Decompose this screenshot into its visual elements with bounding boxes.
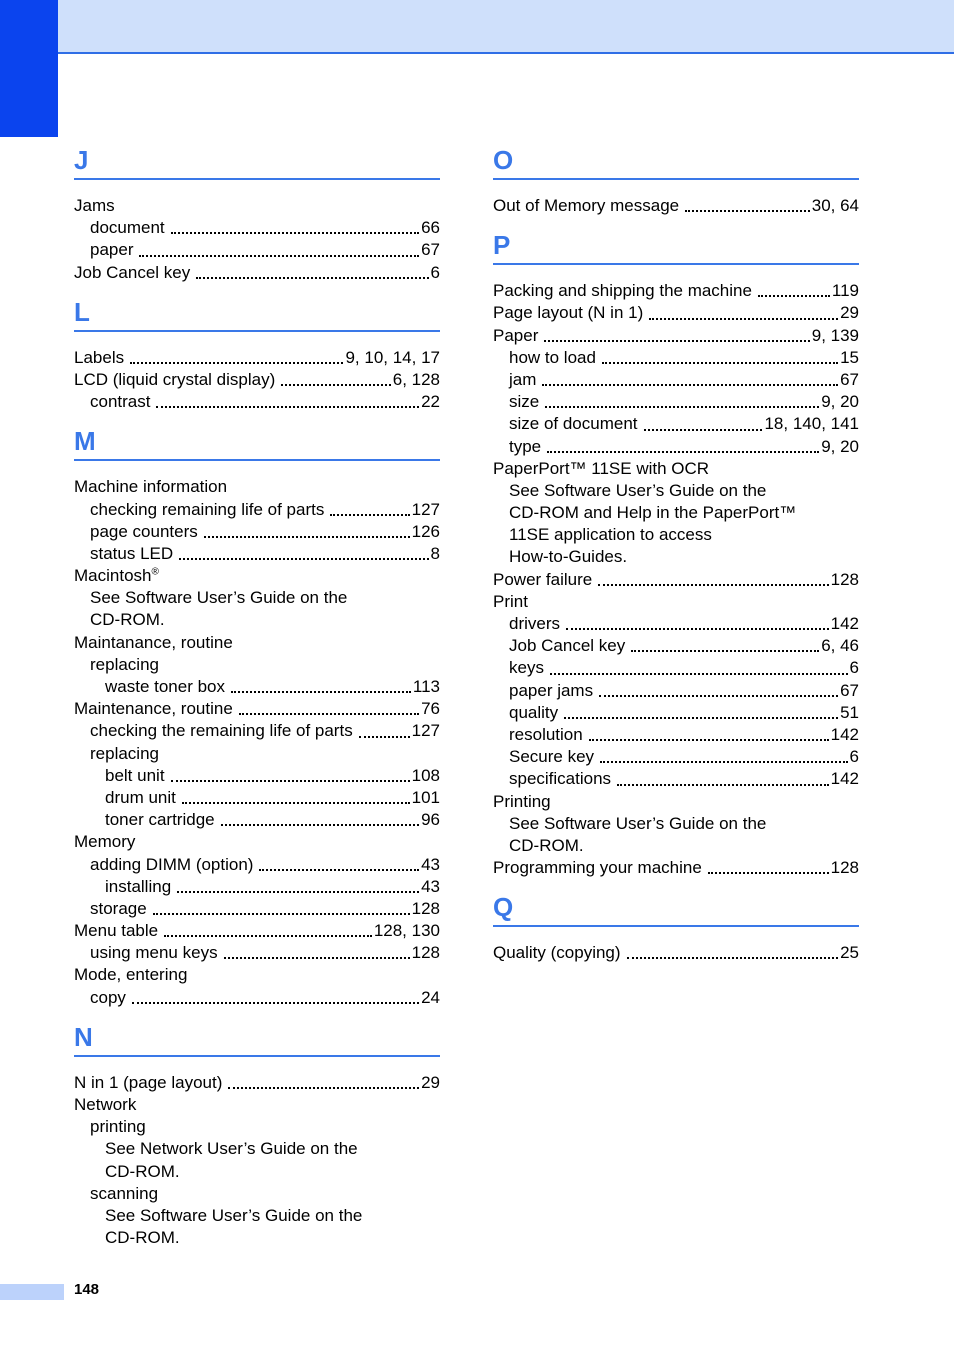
dot-leader <box>602 362 838 364</box>
dot-leader <box>685 210 810 212</box>
page-reference[interactable]: 9, 139 <box>811 325 859 345</box>
index-section-l <box>74 294 440 424</box>
page-reference[interactable]: 67 <box>840 680 859 700</box>
index-entry <box>74 1138 440 1160</box>
entry-term: Secure key <box>509 747 595 767</box>
entry-term: how to load <box>509 347 596 367</box>
index-entry <box>493 942 859 964</box>
entry-term: Mode, entering <box>74 965 188 985</box>
index-entry <box>74 698 440 720</box>
page-reference[interactable]: 142 <box>830 769 859 789</box>
dot-leader <box>547 451 819 453</box>
page-reference[interactable]: 126 <box>411 521 440 541</box>
index-entry <box>493 835 859 857</box>
dot-leader <box>758 295 830 297</box>
index-entry <box>74 898 440 920</box>
entry-term: document <box>90 218 165 238</box>
entry-term: toner cartridge <box>105 810 215 830</box>
page-reference[interactable]: 6 <box>849 658 859 678</box>
page-reference[interactable]: 22 <box>421 392 440 412</box>
page-reference[interactable]: 76 <box>421 699 440 719</box>
index-entry <box>74 964 440 986</box>
index-entry <box>493 569 859 591</box>
entry-term: Quality (copying) <box>493 943 621 963</box>
index-entries <box>74 461 440 1019</box>
index-entry <box>74 1094 440 1116</box>
dot-leader <box>231 691 411 693</box>
index-entry <box>74 195 440 217</box>
index-entry <box>74 217 440 239</box>
entry-term: CD-ROM and Help in the PaperPort™ <box>509 503 797 523</box>
entry-term: Job Cancel key <box>509 636 626 656</box>
index-entry <box>493 591 859 613</box>
page-reference[interactable]: 66 <box>421 218 440 238</box>
index-entry <box>74 609 440 631</box>
page-reference[interactable]: 43 <box>421 854 440 874</box>
section-letter: Q <box>493 889 859 927</box>
entry-term: 11SE application to access <box>509 525 712 545</box>
entry-term: replacing <box>90 743 159 763</box>
entry-term: scanning <box>90 1183 159 1203</box>
entry-term: copy <box>90 987 126 1007</box>
index-entry <box>74 1205 440 1227</box>
index-entries <box>74 180 440 294</box>
entry-term: keys <box>509 658 544 678</box>
index-section-q <box>493 889 859 974</box>
index-entry <box>74 1161 440 1183</box>
dot-leader <box>132 1002 419 1004</box>
entry-term: See Network User’s Guide on the <box>105 1139 358 1159</box>
index-entry <box>493 680 859 702</box>
index-entry <box>74 676 440 698</box>
section-letter: N <box>74 1019 440 1057</box>
index-entry <box>493 702 859 724</box>
page-reference[interactable]: 9, 20 <box>821 436 859 456</box>
page-reference[interactable]: 119 <box>831 281 859 301</box>
index-entries <box>493 927 859 974</box>
section-letter: P <box>493 227 859 265</box>
entry-term: size <box>509 392 540 412</box>
index-column-right <box>493 142 859 974</box>
dot-leader <box>649 318 838 320</box>
index-entry <box>74 1227 440 1249</box>
dot-leader <box>239 713 419 715</box>
page-reference[interactable]: 9, 10, 14, 17 <box>345 347 440 367</box>
dot-leader <box>564 717 838 719</box>
page-reference[interactable]: 15 <box>840 347 859 367</box>
index-entry <box>74 521 440 543</box>
entry-term: drum unit <box>105 787 176 807</box>
dot-leader <box>224 957 410 959</box>
index-entry <box>74 391 440 413</box>
entry-term: Menu table <box>74 921 159 941</box>
index-entry <box>74 1183 440 1205</box>
entry-term: jam <box>509 369 537 389</box>
page-reference[interactable]: 67 <box>840 369 859 389</box>
section-letter: L <box>74 294 440 332</box>
dot-leader <box>130 362 343 364</box>
page-reference[interactable]: 30, 64 <box>811 196 859 215</box>
index-entry <box>493 635 859 657</box>
entry-term: CD-ROM. <box>509 835 584 855</box>
index-entry <box>493 791 859 813</box>
entry-term: Maintenance, routine <box>74 699 233 719</box>
index-section-j <box>74 142 440 294</box>
entry-term: CD-ROM. <box>105 1161 180 1181</box>
dot-leader <box>179 558 428 560</box>
page-reference[interactable]: 108 <box>411 765 440 785</box>
index-entry <box>493 502 859 524</box>
index-entry <box>74 876 440 898</box>
page-reference[interactable]: 128 <box>830 569 859 589</box>
footer-tab <box>0 1284 64 1300</box>
page-reference[interactable]: 113 <box>412 677 440 696</box>
section-letter: O <box>493 142 859 180</box>
dot-leader <box>156 406 419 408</box>
dot-leader <box>589 739 829 741</box>
page-reference[interactable]: 24 <box>421 987 440 1007</box>
entry-term: resolution <box>509 724 583 744</box>
index-entry <box>74 787 440 809</box>
entry-term: page counters <box>90 521 198 541</box>
dot-leader <box>566 628 829 630</box>
entry-term: How-to-Guides. <box>509 547 628 567</box>
index-entry <box>74 1072 440 1094</box>
entry-term: status LED <box>90 543 174 563</box>
dot-leader <box>617 784 829 786</box>
entry-term: replacing <box>90 654 159 674</box>
page-reference[interactable]: 128 <box>411 898 440 918</box>
index-entries <box>74 1057 440 1260</box>
index-entry <box>493 436 859 458</box>
index-entry <box>74 543 440 565</box>
index-entry <box>74 1116 440 1138</box>
page-reference[interactable]: 29 <box>421 1072 440 1092</box>
entry-term: Labels <box>74 347 125 367</box>
section-letter: M <box>74 423 440 461</box>
page-number: 148 <box>74 1281 100 1298</box>
index-entry <box>74 765 440 787</box>
page-reference[interactable]: 6, 46 <box>821 636 859 656</box>
index-entry <box>493 347 859 369</box>
index-entry <box>493 302 859 324</box>
entry-term: See Software User’s Guide on the <box>90 588 348 608</box>
page-reference[interactable]: 128, 130 <box>373 921 440 941</box>
entry-term: printing <box>90 1117 146 1137</box>
index-entry <box>493 724 859 746</box>
dot-leader <box>627 957 839 959</box>
page-reference[interactable]: 9, 20 <box>821 392 859 412</box>
index-entry <box>493 458 859 480</box>
index-entry <box>493 480 859 502</box>
index-entry <box>74 854 440 876</box>
page-reference[interactable]: 29 <box>840 303 859 323</box>
dot-leader <box>644 429 763 431</box>
dot-leader <box>359 736 410 738</box>
index-entry <box>493 746 859 768</box>
page-reference[interactable]: 6 <box>430 262 440 282</box>
entry-term: Job Cancel key <box>74 262 191 282</box>
entry-term: using menu keys <box>90 943 218 963</box>
entry-term: N in 1 (page layout) <box>74 1072 223 1092</box>
entry-term: contrast <box>90 392 151 412</box>
index-entry <box>493 524 859 546</box>
page-reference[interactable]: 25 <box>840 943 859 963</box>
dot-leader <box>139 255 419 257</box>
dot-leader <box>545 406 819 408</box>
index-entry <box>74 654 440 676</box>
index-entry <box>493 857 859 879</box>
entry-term: Jams <box>74 196 115 215</box>
entry-term: Printing <box>493 791 551 811</box>
index-entry <box>493 413 859 435</box>
page-reference[interactable]: 142 <box>830 614 859 633</box>
dot-leader <box>164 935 372 937</box>
index-entry <box>74 920 440 942</box>
entry-term: adding DIMM (option) <box>90 854 254 874</box>
index-entry <box>493 768 859 790</box>
index-entry <box>493 280 859 302</box>
index-entry <box>74 809 440 831</box>
entry-term: Packing and shipping the machine <box>493 281 752 301</box>
entry-term: paper <box>90 240 134 260</box>
index-entries <box>493 265 859 889</box>
index-entry <box>74 743 440 765</box>
page-reference[interactable]: 43 <box>421 876 440 896</box>
corner-block <box>0 0 58 137</box>
page-reference[interactable]: 127 <box>411 499 440 519</box>
index-column-left <box>74 142 440 1259</box>
entry-term: paper jams <box>509 680 594 700</box>
index-section-m <box>74 423 440 1019</box>
entry-term: Paper <box>493 325 539 345</box>
index-entry <box>74 587 440 609</box>
entry-term: CD-ROM. <box>90 610 165 630</box>
index-entry <box>493 813 859 835</box>
dot-leader <box>196 277 428 279</box>
index-entry <box>493 325 859 347</box>
index-entry <box>493 613 859 635</box>
entry-term: quality <box>509 702 559 722</box>
dot-leader <box>182 802 410 804</box>
page-reference[interactable]: 6, 128 <box>392 369 440 389</box>
index-entry <box>493 391 859 413</box>
dot-leader <box>544 340 809 342</box>
entry-term: belt unit <box>105 765 165 785</box>
dot-leader <box>177 891 419 893</box>
index-entry <box>74 369 440 391</box>
index-entry <box>74 632 440 654</box>
entry-term: LCD (liquid crystal display) <box>74 369 276 389</box>
page-reference[interactable]: 8 <box>430 543 440 563</box>
dot-leader <box>221 824 419 826</box>
index-entry <box>74 239 440 261</box>
dot-leader <box>598 584 828 586</box>
entry-term: See Software User’s Guide on the <box>105 1205 363 1225</box>
index-section-p <box>493 227 859 889</box>
entry-term: drivers <box>509 614 561 633</box>
registered-mark: ® <box>151 566 159 578</box>
dot-leader <box>330 514 409 516</box>
dot-leader <box>228 1087 419 1089</box>
page-reference[interactable]: 67 <box>421 240 440 260</box>
entry-term: See Software User’s Guide on the <box>509 813 767 833</box>
entry-term: installing <box>105 876 172 896</box>
entry-term: Print <box>493 591 528 611</box>
index-entries <box>493 180 859 227</box>
entry-term: storage <box>90 898 147 918</box>
page-reference[interactable]: 128 <box>411 943 440 963</box>
page-reference[interactable]: 96 <box>421 810 440 830</box>
index-entries <box>74 332 440 424</box>
index-entry <box>74 565 440 587</box>
index-entry <box>74 942 440 964</box>
entry-term: Page layout (N in 1) <box>493 303 644 323</box>
index-entry <box>493 195 859 217</box>
entry-term: checking remaining life of parts <box>90 499 325 519</box>
page-reference[interactable]: 128 <box>830 858 859 878</box>
dot-leader <box>171 780 410 782</box>
index-entry <box>493 546 859 568</box>
index-entry <box>493 657 859 679</box>
dot-leader <box>542 384 838 386</box>
entry-term: Maintanance, routine <box>74 632 233 652</box>
dot-leader <box>281 384 391 386</box>
dot-leader <box>708 872 829 874</box>
entry-term: checking the remaining life of parts <box>90 721 353 741</box>
page-reference[interactable]: 101 <box>411 787 440 807</box>
entry-term: waste toner box <box>105 677 226 696</box>
index-entry <box>74 499 440 521</box>
header-band <box>0 0 954 54</box>
page-reference[interactable]: 6 <box>849 747 859 767</box>
dot-leader <box>259 869 419 871</box>
index-entry <box>493 369 859 391</box>
index-entry <box>74 262 440 284</box>
entry-term: Out of Memory message <box>493 196 680 215</box>
dot-leader <box>631 650 819 652</box>
entry-term: specifications <box>509 769 612 789</box>
index-section-o <box>493 142 859 227</box>
entry-term: type <box>509 436 542 456</box>
dot-leader <box>153 913 410 915</box>
entry-term: See Software User’s Guide on the <box>509 480 767 500</box>
dot-leader <box>171 232 419 234</box>
index-entry <box>74 476 440 498</box>
entry-term: size of document <box>509 414 638 434</box>
entry-term: Network <box>74 1095 137 1114</box>
dot-leader <box>600 761 847 763</box>
page-reference[interactable]: 127 <box>411 721 440 741</box>
index-entry <box>74 987 440 1009</box>
dot-leader <box>550 673 848 675</box>
entry-term: Macintosh® <box>74 566 159 586</box>
dot-leader <box>204 536 410 538</box>
entry-term: Power failure <box>493 569 593 589</box>
entry-term: CD-ROM. <box>105 1228 180 1248</box>
dot-leader <box>599 695 838 697</box>
entry-term: Programming your machine <box>493 858 702 878</box>
entry-term: PaperPort™ 11SE with OCR <box>493 458 710 478</box>
section-letter: J <box>74 142 440 180</box>
page-reference[interactable]: 51 <box>840 702 859 722</box>
page-reference[interactable]: 142 <box>830 724 859 744</box>
entry-term: Machine information <box>74 477 228 497</box>
page-reference[interactable]: 18, 140, 141 <box>764 414 859 434</box>
index-entry <box>74 347 440 369</box>
entry-term: Memory <box>74 832 136 852</box>
index-entry <box>74 720 440 742</box>
index-entry <box>74 831 440 853</box>
index-section-n <box>74 1019 440 1260</box>
